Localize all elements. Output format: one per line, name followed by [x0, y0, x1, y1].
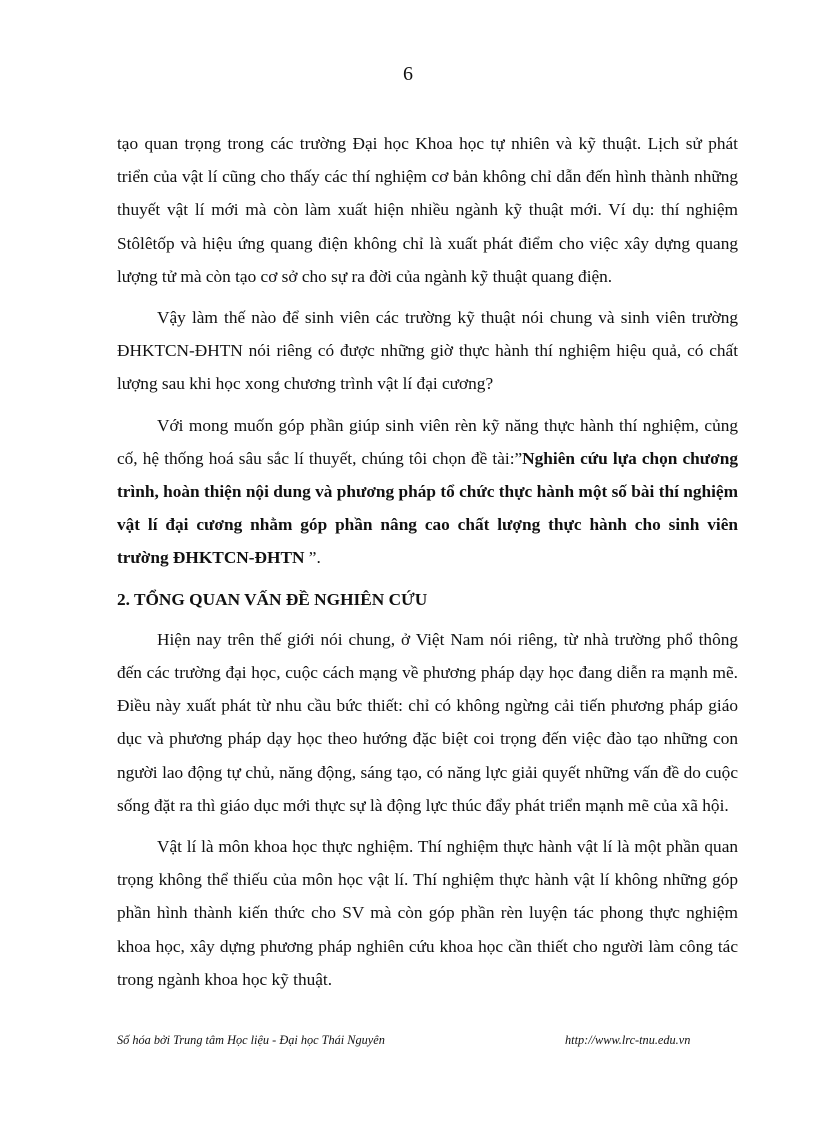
paragraph-overview: Hiện nay trên thế giới nói chung, ở Việt Nam nói riêng, từ nhà trường phổ thông đến các trường đại học, cuộc cách mạng về phương pháp dạy học đang diễn ra mạnh mẽ. Điều này xuất phát từ nhu cầu bức thiết: chỉ có không ngừng cải tiến phương pháp giáo dục và phương pháp dạy học theo hướng đặc biệt coi trọng đến việc đào tạo những con người lao động tự chủ, năng động, sáng tạo, có năng lực giải quyết những vấn đề do cuộc sống đặt ra thì giáo dục mới thực sự là động lực thúc đẩy phát triển mạnh mẽ của xã hội.: [117, 629, 738, 815]
footer-url: http://www.lrc-tnu.edu.vn: [565, 1033, 691, 1047]
topic-title: Nghiên cứu lựa chọn chương trình, hoàn thiện nội dung và phương pháp tổ chức thực hành một số bài thí nghiệm vật lí đại cương nhằm góp phần nâng cao chất lượng thực hành cho sinh viên trường ĐHKTCN-ĐHTN: [117, 448, 738, 568]
footer-source: Số hóa bởi Trung tâm Học liệu - Đại học Thái Nguyên: [117, 1033, 385, 1047]
topic-intro: Với mong muốn góp phần giúp sinh viên rèn kỹ năng thực hành thí nghiệm, củng cố, hệ thống hoá sâu sắc lí thuyết, chúng tôi chọn đề tài:”: [117, 415, 738, 468]
paragraph-question: Vậy làm thế nào để sinh viên các trường kỹ thuật nói chung và sinh viên trường ĐHKTCN-ĐHTN nói riêng có được những giờ thực hành thí nghiệm hiệu quả, có chất lượng sau khi học xong chương trình vật lí đại cương?: [117, 308, 738, 394]
section-heading: 2. TỔNG QUAN VẤN ĐỀ NGHIÊN CỨU: [117, 589, 428, 609]
paragraph-continuation: tạo quan trọng trong các trường Đại học Khoa học tự nhiên và kỹ thuật. Lịch sử phát triển của vật lí cũng cho thấy các thí nghiệm cơ bản không chỉ dẫn đến hình thành những thuyết vật lí mới mà còn làm xuất hiện nhiều ngành kỹ thuật mới. Ví dụ: thí nghiệm Stôlêtốp và hiệu ứng quang điện không chỉ là xuất phát điểm cho việc xây dựng quang lượng tử mà còn tạo cơ sở cho sự ra đời của ngành kỹ thuật quang điện.: [117, 134, 738, 286]
paragraph-physics: Vật lí là môn khoa học thực nghiệm. Thí nghiệm thực hành vật lí là một phần quan trọng không thể thiếu của môn học vật lí. Thí nghiệm thực hành vật lí không những góp phần hình thành kiến thức cho SV mà còn góp phần rèn luyện tác phong thực nghiệm khoa học, xây dựng phương pháp nghiên cứu khoa học cần thiết cho người làm công tác trong ngành khoa học kỹ thuật.: [117, 837, 738, 989]
topic-end: ”.: [304, 548, 321, 568]
body-text: [117, 127, 738, 1004]
paragraph-topic: [117, 409, 738, 575]
page-number: 6: [403, 63, 413, 85]
